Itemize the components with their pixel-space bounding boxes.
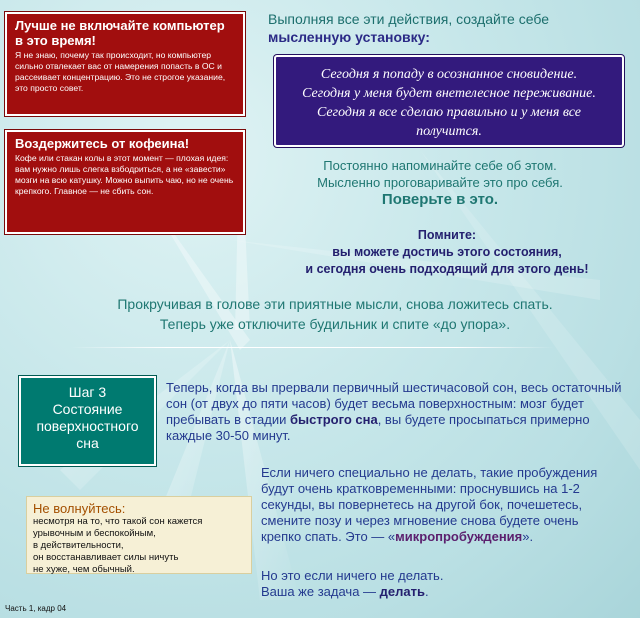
affirmation-line-3: Сегодня я все сделаю правильно и у меня все <box>316 105 582 120</box>
microawakening-paragraph <box>261 465 621 545</box>
warning-computer-text: Я не знаю, почему так происходит, но компьютер сильно отвлекает вас от намерения попасть в ОС и рассеивает концентрацию. Это не строгое указание, это просто совет. <box>15 50 226 93</box>
microawakening-end: ». <box>522 529 534 544</box>
affirmation-line-2: Сегодня у меня будет внетелесное переживание. <box>302 86 596 101</box>
step-number: Шаг 3 <box>68 384 107 400</box>
rem-sleep-term: быстрого сна <box>289 412 378 427</box>
reminder-line-1: Постоянно напоминайте себе об этом. <box>323 158 557 173</box>
frame-caption: Часть 1, кадр 04 <box>5 604 67 613</box>
dont-worry-note <box>26 496 252 574</box>
reminder-line-2: Мысленно проговаривайте это про себя. <box>317 175 563 190</box>
affirmation-line-1: Сегодня я попаду в осознанное сновидение. <box>320 67 578 82</box>
step-title-1: Состояние <box>52 401 123 417</box>
step-description-end: , вы будете просыпаться примерно каждые 30-50 минут. <box>166 412 590 443</box>
task-paragraph <box>261 568 621 600</box>
remember-block <box>262 227 632 278</box>
reminder-text <box>290 157 590 191</box>
warning-computer-box <box>5 12 245 116</box>
step-title-2: поверхностного <box>36 418 139 434</box>
task-line-end: . <box>425 584 429 599</box>
note-line-3: в действительности, <box>33 540 124 551</box>
warning-caffeine-text: Кофе или стакан колы в этот момент — плохая идея: вам нужно лишь слегка взбодриться, а не «завести» мозги на всю катушку. Можно выпить чаю, но не очень крепкого. Главное — не сбить сон. <box>15 153 234 196</box>
task-line-1: Но это если ничего не делать. <box>261 568 444 583</box>
note-line-4: он восстанавливает силы ничуть <box>33 552 179 563</box>
sleep-again-text <box>40 294 630 334</box>
step-3-heading <box>19 376 156 466</box>
microawakening-text: Если ничего специально не делать, такие пробуждения будут очень кратковременными: проснувшись на 1-2 секунды, вы повернетесь на другой бок, почешетесь, смените позу и через мгновение снова будете очень крепко спать. Это — « <box>261 465 598 544</box>
note-title: Не волнуйтесь: <box>33 501 126 516</box>
sleep-again-line-2: Теперь уже отключите будильник и спите «до упора». <box>159 316 511 332</box>
intro-line: Выполняя все эти действия, создайте себе <box>268 11 550 27</box>
sleep-again-line-1: Прокручивая в голове эти приятные мысли, снова ложитесь спать. <box>117 296 553 312</box>
intro-emphasis: мысленную установку: <box>268 29 430 45</box>
warning-computer-title: Лучше не включайте компьютер в это время! <box>15 18 225 48</box>
remember-line-2: и сегодня очень подходящий для этого день! <box>305 262 589 276</box>
microawakening-term: микропробуждения <box>395 529 523 544</box>
step-description-text: Теперь, когда вы прервали первичный шестичасовой сон, весь остаточный сон (от двух до пяти часов) будет весьма поверхностным: мозг будет пребывать в стадии <box>166 380 622 427</box>
remember-title: Помните: <box>417 228 477 242</box>
divider <box>70 347 554 348</box>
intro-text <box>268 10 628 46</box>
step-description <box>166 380 632 444</box>
affirmation-box <box>274 55 624 147</box>
warning-caffeine-title: Воздержитесь от кофеина! <box>15 136 190 151</box>
note-line-5: не хуже, чем обычный. <box>33 564 135 575</box>
warning-caffeine-box <box>5 130 245 234</box>
believe-text: Поверьте в это. <box>381 191 499 208</box>
task-line-2: Ваша же задача — <box>261 584 380 599</box>
remember-line-1: вы можете достичь этого состояния, <box>332 245 562 259</box>
step-title-3: сна <box>76 435 99 451</box>
task-emphasis: делать <box>379 584 426 599</box>
note-line-2: урывочным и беспокойным, <box>33 528 156 539</box>
note-line-1: несмотря на то, что такой сон кажется <box>33 516 203 527</box>
affirmation-line-4: получится. <box>416 124 482 139</box>
